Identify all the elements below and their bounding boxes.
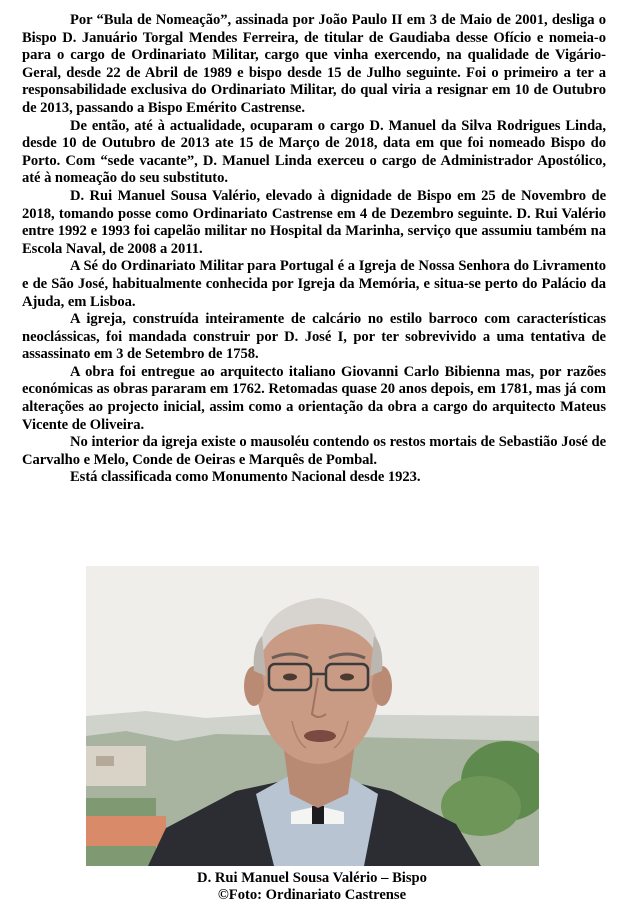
document-body	[22, 12, 606, 487]
paragraph-igreja-construcao: A igreja, construída inteiramente de calcário no estilo barroco com características neoclássicas, foi mandada construir por D. José I, por ter sobrevivido a uma tentativa de assassinato em 3 de Setembro de 1758.	[22, 311, 606, 363]
paragraph-monumento-nacional: Está classificada como Monumento Nacional desde 1923.	[70, 469, 421, 486]
building-window	[96, 756, 114, 766]
photo-caption: D. Rui Manuel Sousa Valério – Bispo	[197, 870, 427, 886]
paragraph-bula-de-nomeacao: Por “Bula de Nomeação”, assinada por João Paulo II em 3 de Maio de 2001, desliga o Bispo D. Januário Torgal Mendes Ferreira, de titular de Gaudiaba desse Ofício e nomeia-o para o cargo de Ordinariato Militar, cargo que vinha exercendo, na qualidade de Vigário-Geral, desde 22 de Abril de 1989 e bispo desde 15 de Julho seguinte. Foi o primeiro a ter a responsabilidade exclusiva do Ordinariato Militar, do qual viria a resignar em 10 de Outubro de 2013, passando a Bispo Emérito Castrense.	[22, 12, 606, 116]
collar-slit	[312, 806, 324, 824]
photo-credit: ©Foto: Ordinariato Castrense	[217, 887, 407, 903]
paragraph-arquitecto: A obra foi entregue ao arquitecto italiano Giovanni Carlo Bibienna mas, por razões económicas as obras pararam em 1762. Retomadas quase 20 anos depois, em 1781, mas já com alterações ao projecto inicial, assim como a orientação da obra a cargo do arquitecto Mateus Vicente de Oliveira.	[22, 363, 606, 433]
paragraph-rui-valerio: D. Rui Manuel Sousa Valério, elevado à dignidade de Bispo em 25 de Novembro de 2018, tomando posse como Ordinariato Castrense em 4 de Dezembro seguinte. D. Rui Valério entre 1992 e 1993 foi capelão militar no Hospital da Marinha, serviço que assumiu também na Escola Naval, de 2008 a 2011.	[22, 187, 606, 257]
buildings-left	[86, 746, 146, 786]
right-eye	[340, 674, 354, 681]
portrait-illustration	[86, 566, 539, 866]
paragraph-se-ordinariato: A Sé do Ordinariato Militar para Portugal é a Igreja de Nossa Senhora do Livramento e de São José, habitualmente conhecida por Igreja da Memória, e situa-se perto do Palácio da Ajuda, em Lisboa.	[22, 258, 606, 310]
paragraph-mausoleu: No interior da igreja existe o mausoléu contendo os restos mortais de Sebastião José de Carvalho e Melo, Conde de Oeiras e Marquês de Pombal.	[22, 434, 606, 468]
roof-left	[86, 816, 166, 846]
bishop-portrait-photo	[86, 566, 539, 866]
mouth	[304, 730, 336, 742]
left-eye	[283, 674, 297, 681]
paragraph-manuel-linda: De então, até à actualidade, ocuparam o cargo D. Manuel da Silva Rodrigues Linda, desde 10 de Outubro de 2013 ate 15 de Março de 2018, data em que foi nomeado Bispo do Porto. Com “sede vacante”, D. Manuel Linda exerceu o cargo de Administrador Apostólico, até à nomeação do seu substituto.	[22, 117, 606, 187]
